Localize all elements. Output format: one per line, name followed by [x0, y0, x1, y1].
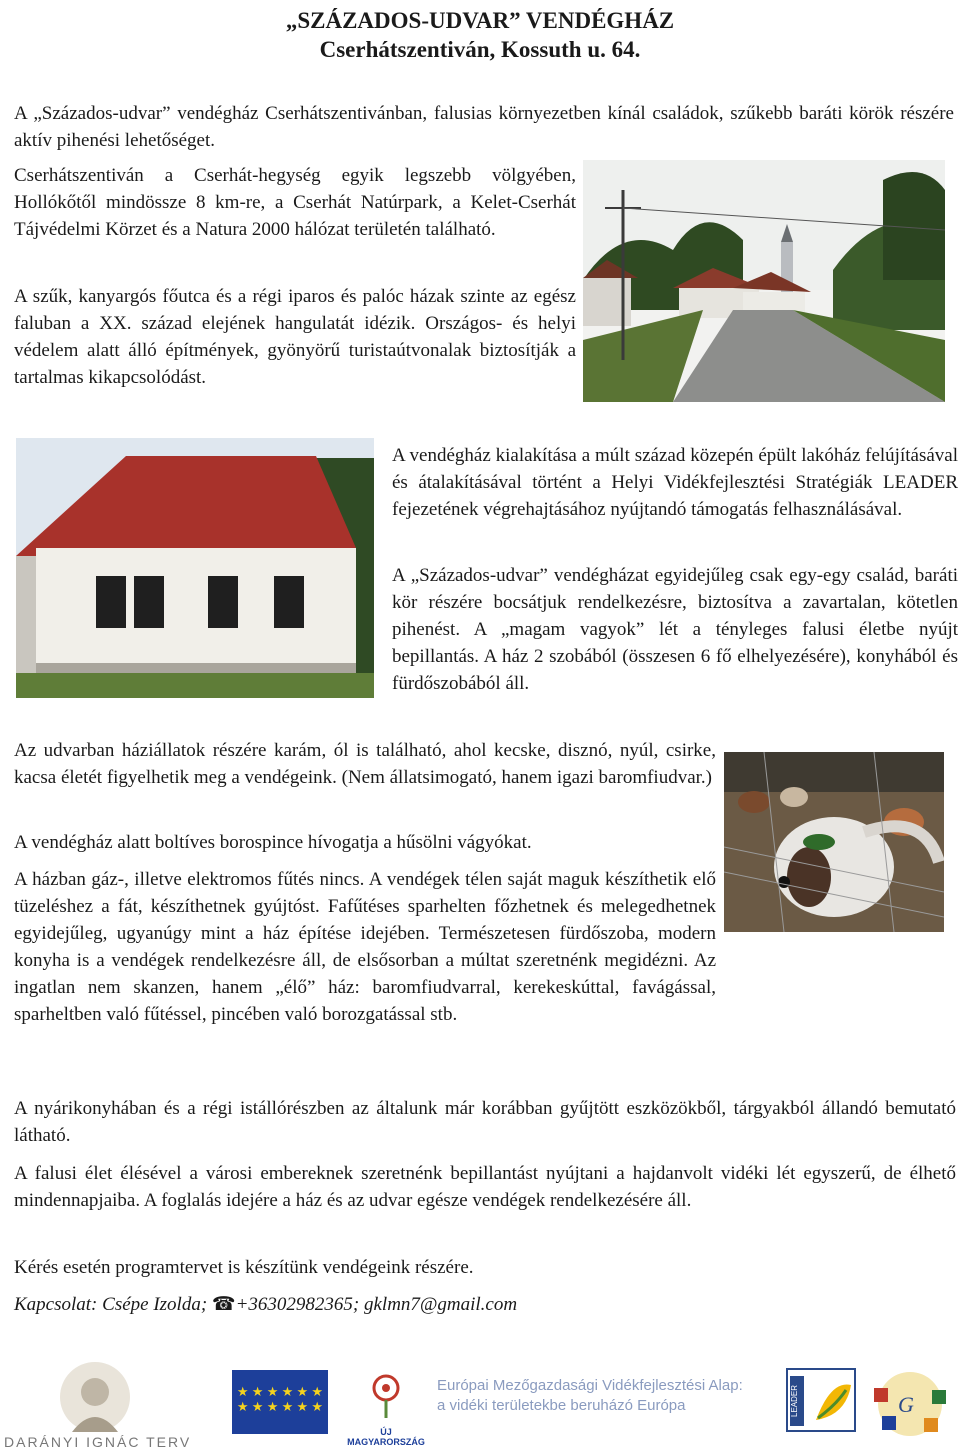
goat-poultry-photo: [724, 752, 944, 932]
eu-fund-text: [437, 1376, 743, 1416]
location-paragraph: Cserhátszentiván a Cserhát-hegység egyik legszebb völgyében, Hollókőtől mindössze 8 km-re, a Cserhát Natúrpark, a Kelet-Cserhát Tájvédelmi Körzet és a Natura 2000 hálózat területén található.: [14, 165, 576, 240]
flower-icon: [346, 1362, 426, 1422]
eu-fund-line2: a vidéki területekbe beruházó Európa: [437, 1397, 686, 1414]
program-paragraph: Kérés esetén programtervet is készítünk vendégeink részére.: [14, 1257, 474, 1278]
contact-label: Kapcsolat:: [14, 1294, 98, 1315]
leader-logo: [786, 1368, 856, 1432]
uj-magyarorszag-label: ÚJ MAGYARORSZÁG: [347, 1427, 425, 1447]
guest-house-photo: [16, 438, 374, 698]
contact-line: [14, 1291, 956, 1318]
daranyi-portrait-logo: [60, 1362, 130, 1432]
yard-paragraph: Az udvarban háziállatok részére karám, ól is található, ahol kecske, disznó, nyúl, csirke, kacsa életét figyelhetik meg a vendégeink. (Nem állatsimogató, hanem igazi baromfiudvar.): [14, 740, 716, 788]
regional-action-group-logo: [868, 1368, 952, 1440]
family-paragraph: A „Százados-udvar” vendégházat egyidejűleg csak egy-egy család, baráti kör részére bocsátjuk rendelkezésre, biztosítva a zavartalan, kötetlen pihenést. A „magam vagyok” lét a tényleges falusi életbe nyújt bepillantás. A ház 2 szobából (összesen 6 fő elhelyezésére), konyhából és fürdőszobából áll.: [392, 565, 958, 694]
contact-name: Csépe Izolda;: [102, 1294, 208, 1315]
sponsor-logos: [0, 1362, 960, 1453]
leader-label: LEADER: [790, 1376, 804, 1426]
page-address: Cserhátszentiván, Kossuth u. 64.: [319, 37, 641, 62]
svg-text:G: G: [898, 1392, 914, 1417]
exhibition-paragraph: A nyárikonyhában és a régi istállórészben az általunk már korábban gyűjtött eszközökből, tárgyakból állandó bemutató látható.: [14, 1098, 956, 1146]
leaf-icon: [806, 1370, 856, 1430]
contact-email[interactable]: gklmn7@gmail.com: [363, 1294, 518, 1315]
eu-fund-line1: Európai Mezőgazdasági Vidékfejlesztési Alap:: [437, 1377, 743, 1394]
page-title: „SZÁZADOS-UDVAR” VENDÉGHÁZ: [285, 8, 675, 33]
cellar-paragraph: A vendégház alatt boltíves borospince hívogatja a hűsölni vágyókat.: [14, 832, 532, 853]
eu-flag-logo: [232, 1370, 328, 1434]
daranyi-ignac-terv-label: DARÁNYI IGNÁC TERV: [4, 1434, 192, 1450]
village-street-photo: [583, 160, 945, 402]
telephone-icon: ☎: [211, 1294, 236, 1315]
village-life-paragraph: A falusi élet élésével a városi embereknek szeretnénk bepillantást nyújtani a hajdanvolt vidéki lét egyszerű, de élhető mindennapjaiba. A foglalás idejére a ház és az udvar egésze vendégek rendelkezésére áll.: [14, 1163, 956, 1211]
heating-paragraph: A házban gáz-, illetve elektromos fűtés nincs. A vendégek télen saját maguk készíthetik elő tüzeléshez a fát, készíthetnek gyújtóst. Fafűtéses sparhelten főzhetnek és melegedhetnek egyidejűleg, ugyanúgy mint a ház építése idejében. Természetesen fürdőszoba, modern konyha is a vendégek rendelkezésre áll, de elsősorban a múltat szeretnénk megidézni. Az ingatlan nem skanzen, hanem „élő” ház: baromfiudvarral, kerekeskúttal, favágással, sparheltben való fűtéssel, pincében való borozgatással stb.: [14, 869, 716, 1025]
eu-stars-icon: ★ ★ ★ ★ ★ ★ ★ ★ ★ ★ ★ ★: [236, 1384, 324, 1414]
street-paragraph: A szűk, kanyargós főutca és a régi iparos és palóc házak szinte az egész faluban a XX. század elejének hangulatát idézik. Országos- és helyi védelem alatt álló építmények, gyönyörű turistaútvonalak biztosítják a tartalmas kikapcsolódást.: [14, 286, 576, 388]
intro-paragraph: A „Százados-udvar” vendégház Cserhátszentivánban, falusias környezetben kínál családok, szűkebb baráti körök részére aktív pihenési lehetőséget.: [14, 103, 954, 151]
renovation-paragraph: A vendégház kialakítása a múlt század közepén épült lakóház felújításával és átalakításával történt a Helyi Vidékfejlesztési Stratégiák LEADER fejezetének végrehajtásához nyújtandó támogatás felhasználásával.: [392, 445, 958, 520]
contact-phone[interactable]: +36302982365;: [235, 1294, 360, 1315]
uj-magyarorszag-logo: [346, 1362, 426, 1450]
